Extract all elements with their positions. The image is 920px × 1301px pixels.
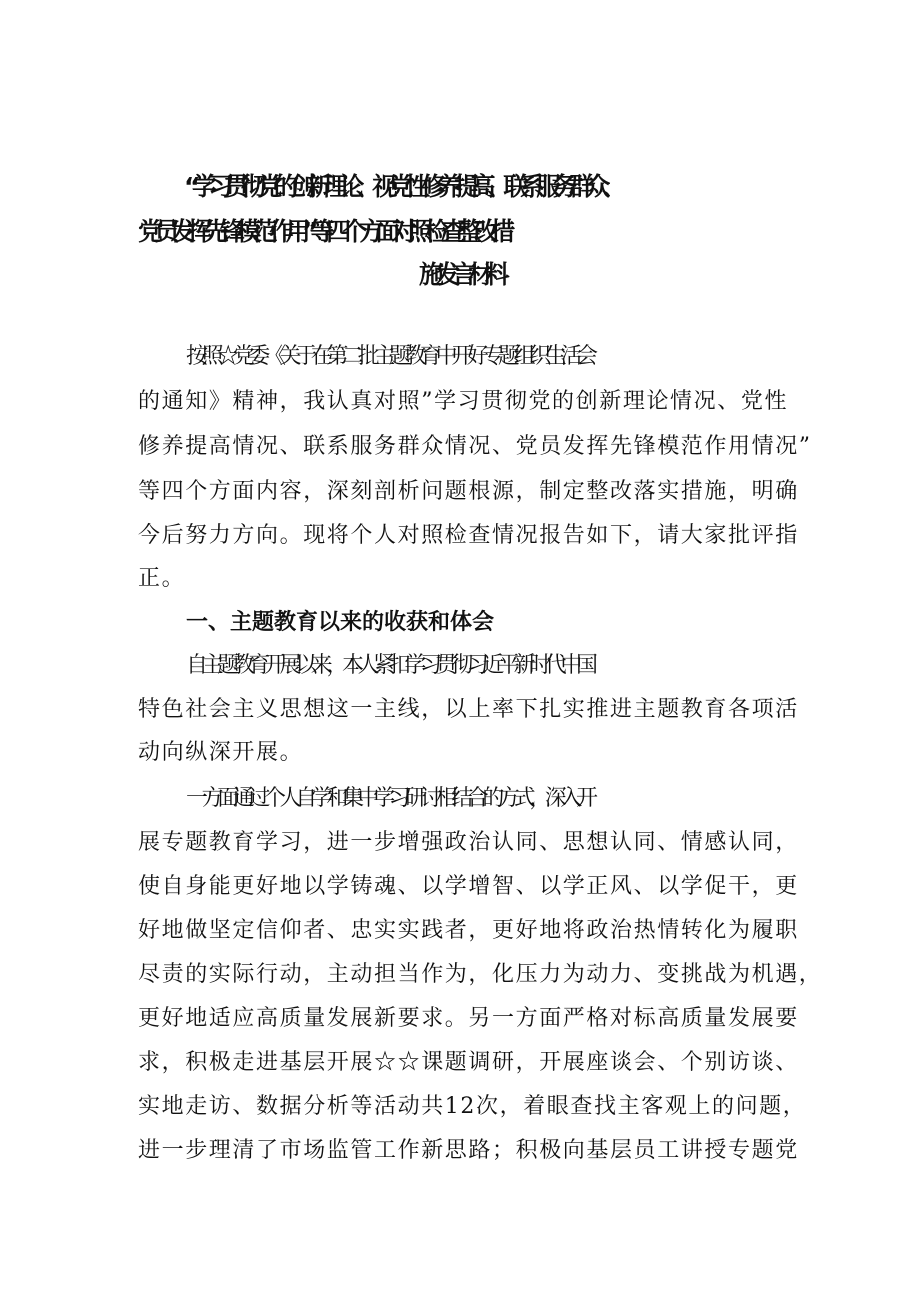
para2-line-1: 一方面通过个人自学和集中学习研讨相结合的方式，深入开 (186, 786, 592, 811)
para2-line-3: 使自身能更好地以学铸魂、以学增智、以学正风、以学促干，更 (138, 874, 799, 899)
para2-line-7: 求，积极走进基层开展☆☆课题调研，开展座谈会、个别访谈、 (138, 1050, 799, 1075)
intro-line-5: 今后努力方向。现将个人对照检查情况报告如下，请大家批评指 (138, 523, 799, 548)
intro-line-3: 修养提高情况、联系服务群众情况、党员发挥先锋模范作用情况” (138, 434, 812, 459)
intro-line-2: 的通知》精神，我认真对照”学习贯彻党的创新理论情况、党性 (138, 389, 789, 414)
para2-line-5: 尽责的实际行动，主动担当作为，化压力为动力、变挑战为机遇， (138, 962, 823, 987)
title-line-1: “学习贯彻党的创新理论、视党性修养提高、联系服务群众、 (184, 172, 619, 201)
para1-line-2: 特色社会主义思想这一主线，以上率下扎实推进主题教育各项活 (138, 697, 799, 722)
intro-line-1: 按照☆党委《关于在第二批主题教育中开好专题组织生活会 (186, 344, 592, 369)
para2-line-4: 好地做坚定信仰者、忠实实践者，更好地将政治热情转化为履职 (138, 918, 799, 943)
intro-line-6: 正。 (138, 566, 186, 591)
para2-line-6: 更好地适应高质量发展新要求。另一方面严格对标高质量发展要 (138, 1006, 799, 1031)
para2-line-9: 进一步理清了市场监管工作新思路；积极向基层员工讲授专题党 (138, 1138, 799, 1163)
section-heading-1: 一、主题教育以来的收获和体会 (186, 610, 495, 635)
para1-line-3: 动向纵深开展。 (138, 740, 304, 765)
intro-line-4: 等四个方面内容，深刻剖析问题根源，制定整改落实措施，明确 (138, 479, 799, 504)
para2-line-2: 展专题教育学习，进一步增强政治认同、思想认同、情感认同， (138, 830, 799, 855)
title-line-3: 施发言材料 (418, 260, 501, 289)
para1-line-1: 自主题教育开展以来，本人紧扣学习贯彻习近平新时代中国 (186, 653, 592, 678)
para2-line-8: 实地走访、数据分析等活动共12次，着眼查找主客观上的问题， (138, 1094, 807, 1119)
title-line-2: 党员发挥先锋模范作用”等四个方面对照检查整改措 (138, 217, 507, 246)
